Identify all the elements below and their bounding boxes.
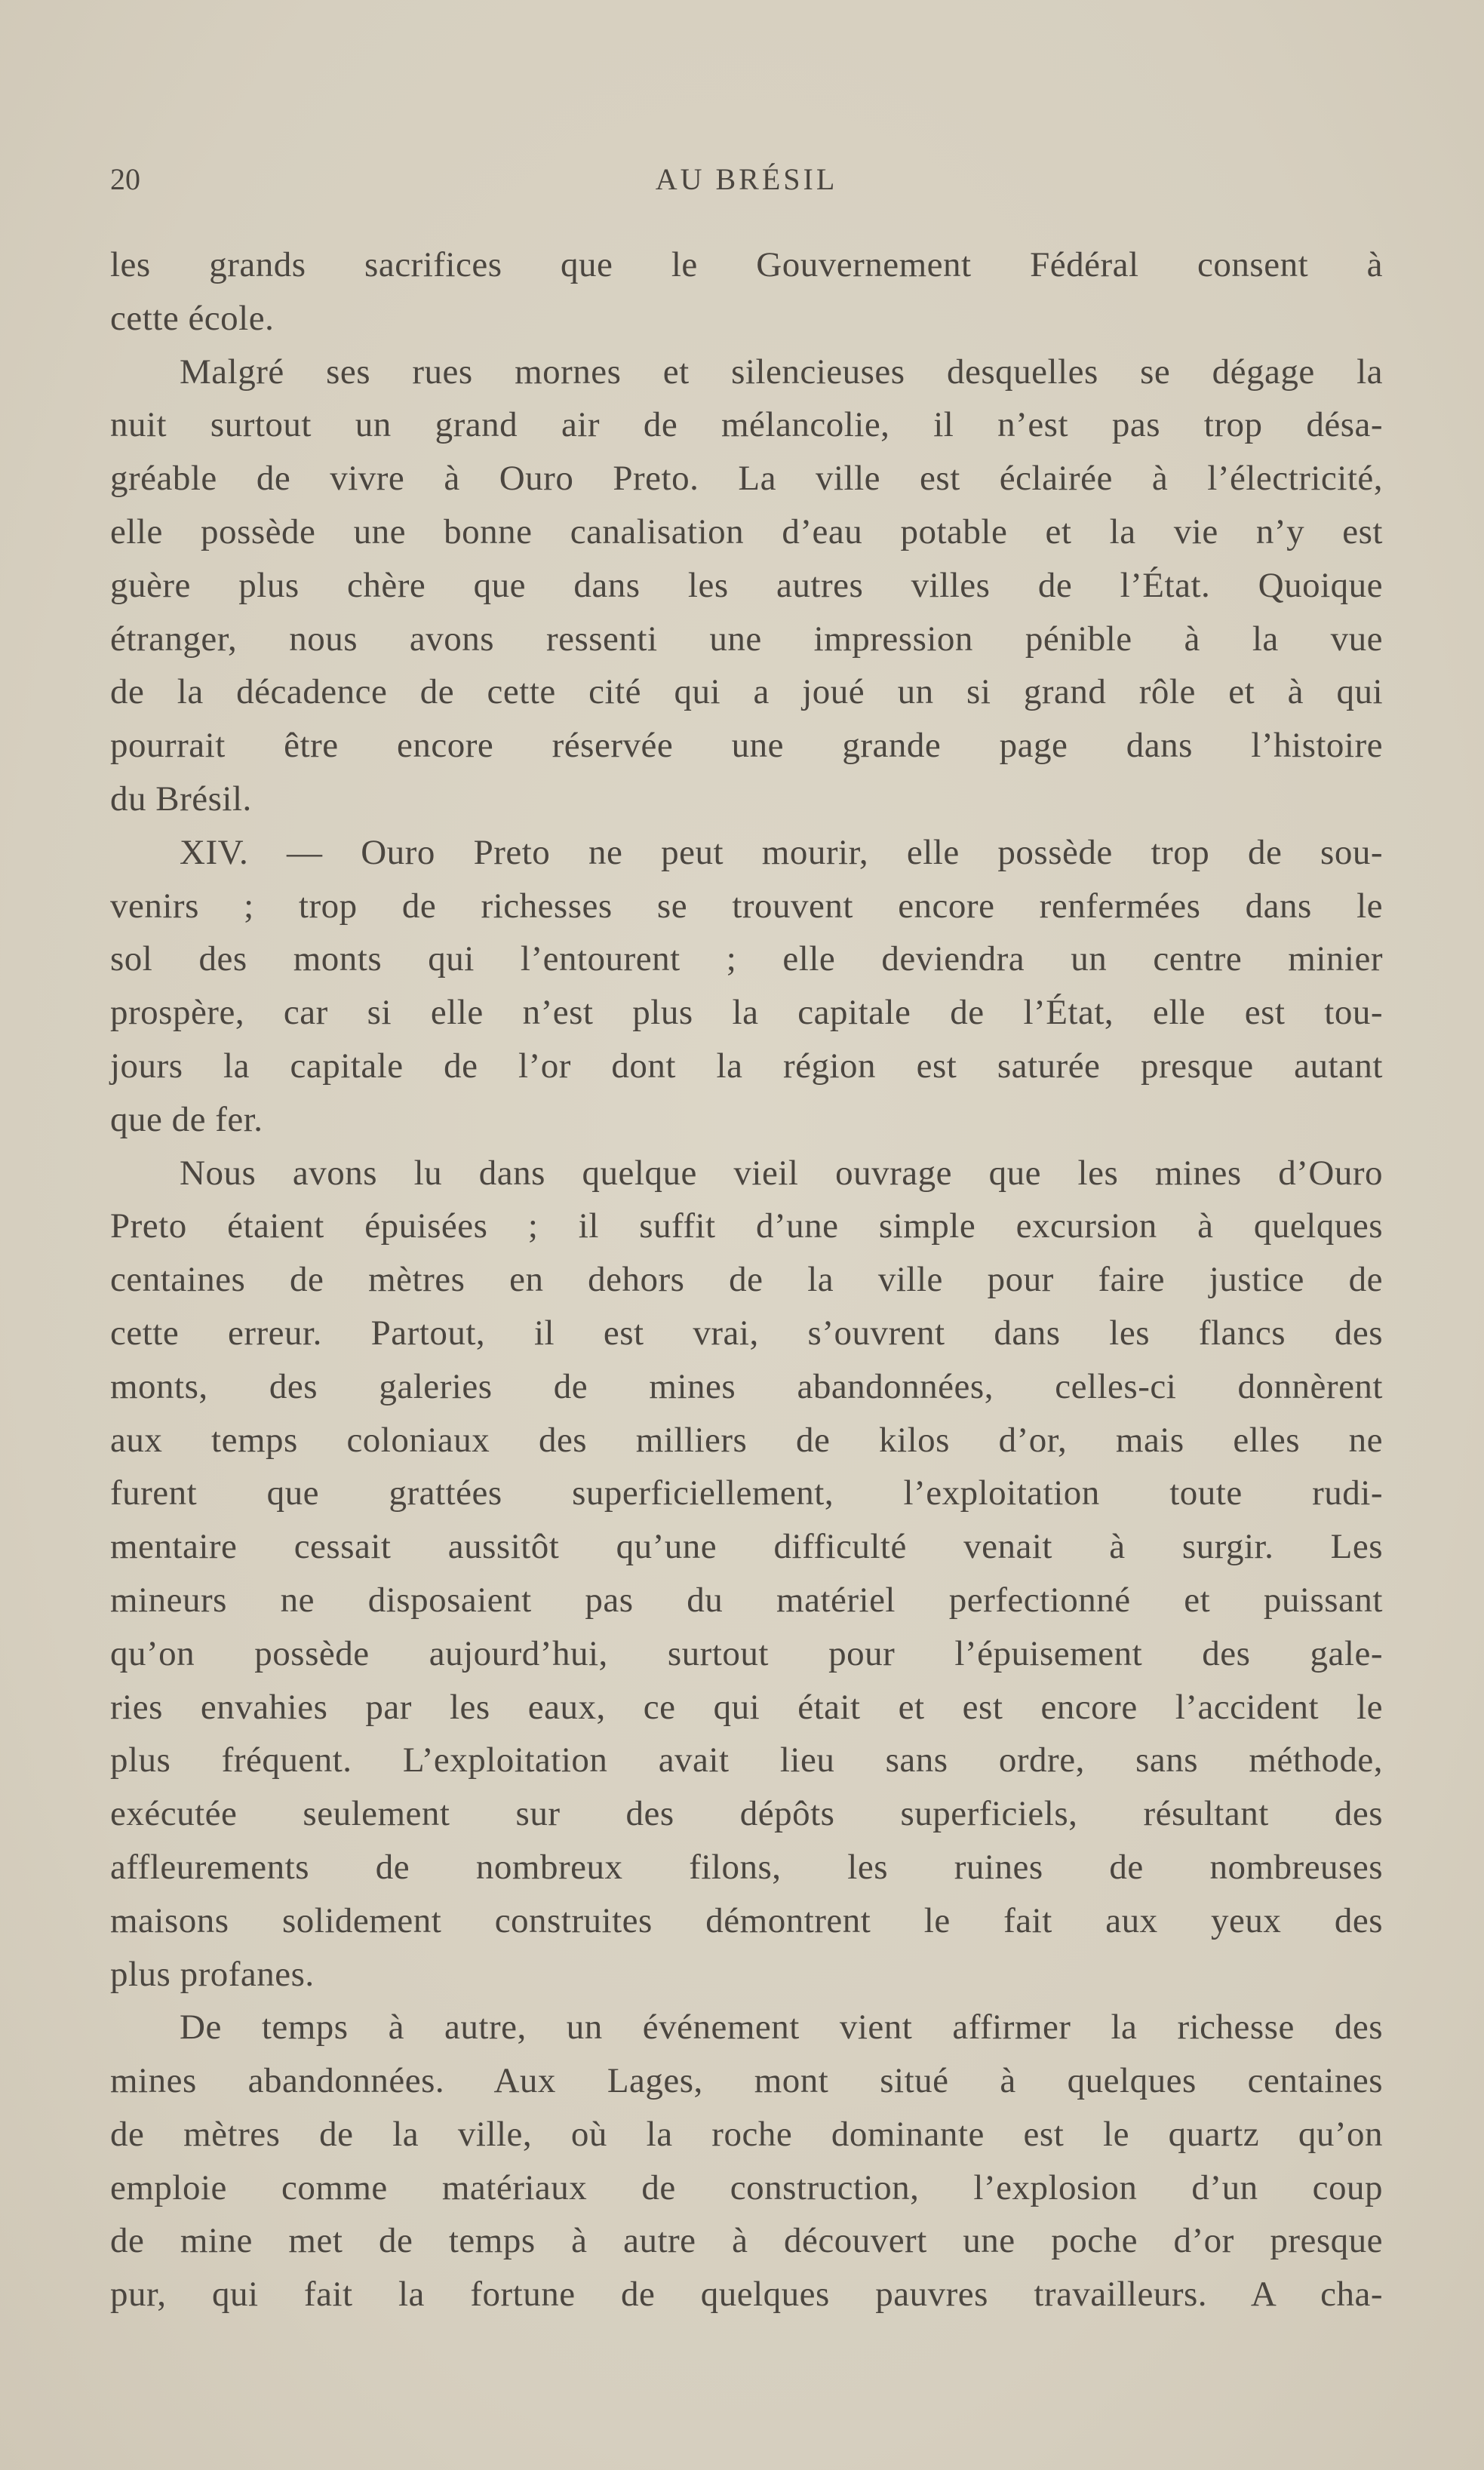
text-line: Nous avons lu dans quelque vieil ouvrage que les mines d’Ouro: [180, 1153, 1383, 1193]
text-line: affleurements de nombreux filons, les ruines de nombreuses: [110, 1847, 1383, 1887]
text-line: les grands sacrifices que le Gouvernement Fédéral consent à: [110, 245, 1383, 284]
page-number: 20: [110, 162, 140, 196]
text-line: mineurs ne disposaient pas du matériel perfectionné et puissant: [110, 1580, 1383, 1620]
text-line: jours la capitale de l’or dont la région est saturée presque autant: [110, 1046, 1383, 1086]
text-line: cette erreur. Partout, il est vrai, s’ouvrent dans les flancs des: [110, 1313, 1383, 1353]
text-line: furent que grattées superficiellement, l’exploitation toute rudi-: [110, 1473, 1383, 1513]
text-line: de mètres de la ville, où la roche dominante est le quartz qu’on: [110, 2114, 1383, 2154]
text-line: du Brésil.: [110, 779, 252, 819]
text-line: de mine met de temps à autre à découvert une poche d’or presque: [110, 2221, 1383, 2261]
text-line: Malgré ses rues mornes et silencieuses desquelles se dégage la: [180, 352, 1383, 392]
text-line: cette école.: [110, 298, 275, 338]
text-line: Preto étaient épuisées ; il suffit d’une simple excursion à quelques: [110, 1206, 1383, 1246]
text-line: De temps à autre, un événement vient affirmer la richesse des: [180, 2008, 1383, 2048]
text-line: aux temps coloniaux des milliers de kilos d’or, mais elles ne: [110, 1420, 1383, 1460]
body-text: [110, 241, 1383, 2324]
text-line: emploie comme matériaux de construction, l’explosion d’un coup: [110, 2167, 1383, 2207]
running-header: [110, 161, 1383, 199]
text-line: étranger, nous avons ressenti une impression pénible à la vue: [110, 619, 1383, 659]
text-line: monts, des galeries de mines abandonnées, celles-ci donnèrent: [110, 1366, 1383, 1406]
text-line: mentaire cessait aussitôt qu’une difficulté venait à surgir. Les: [110, 1527, 1383, 1567]
text-line: centaines de mètres en dehors de la ville pour faire justice de: [110, 1260, 1383, 1300]
running-title: AU BRÉSIL: [655, 162, 838, 196]
text-line: pur, qui fait la fortune de quelques pauvres travailleurs. A cha-: [110, 2275, 1383, 2315]
text-line: elle possède une bonne canalisation d’eau potable et la vie n’y est: [110, 512, 1383, 551]
text-line: pourrait être encore réservée une grande page dans l’histoire: [110, 726, 1383, 766]
text-line: ries envahies par les eaux, ce qui était et est encore l’accident le: [110, 1687, 1383, 1727]
text-line: venirs ; trop de richesses se trouvent encore renfermées dans le: [110, 886, 1383, 926]
text-line: maisons solidement construites démontrent le fait aux yeux des: [110, 1900, 1383, 1940]
text-line: prospère, car si elle n’est plus la capitale de l’État, elle est tou-: [110, 993, 1383, 1033]
text-line: de la décadence de cette cité qui a joué un si grand rôle et à qui: [110, 672, 1383, 712]
text-line: guère plus chère que dans les autres villes de l’État. Quoique: [110, 565, 1383, 605]
text-line: gréable de vivre à Ouro Preto. La ville est éclairée à l’électricité,: [110, 459, 1383, 499]
text-line: qu’on possède aujourd’hui, surtout pour l’épuisement des gale-: [110, 1633, 1383, 1673]
text-line: nuit surtout un grand air de mélancolie, il n’est pas trop désa-: [110, 405, 1383, 445]
text-line: sol des monts qui l’entourent ; elle deviendra un centre minier: [110, 939, 1383, 979]
text-line: exécutée seulement sur des dépôts superficiels, résultant des: [110, 1794, 1383, 1834]
text-line: plus fréquent. L’exploitation avait lieu sans ordre, sans méthode,: [110, 1740, 1383, 1780]
text-line: que de fer.: [110, 1099, 263, 1139]
text-line: XIV. — Ouro Preto ne peut mourir, elle possède trop de sou-: [180, 832, 1383, 872]
text-line: mines abandonnées. Aux Lages, mont situé à quelques centaines: [110, 2061, 1383, 2101]
text-line: plus profanes.: [110, 1954, 315, 1994]
